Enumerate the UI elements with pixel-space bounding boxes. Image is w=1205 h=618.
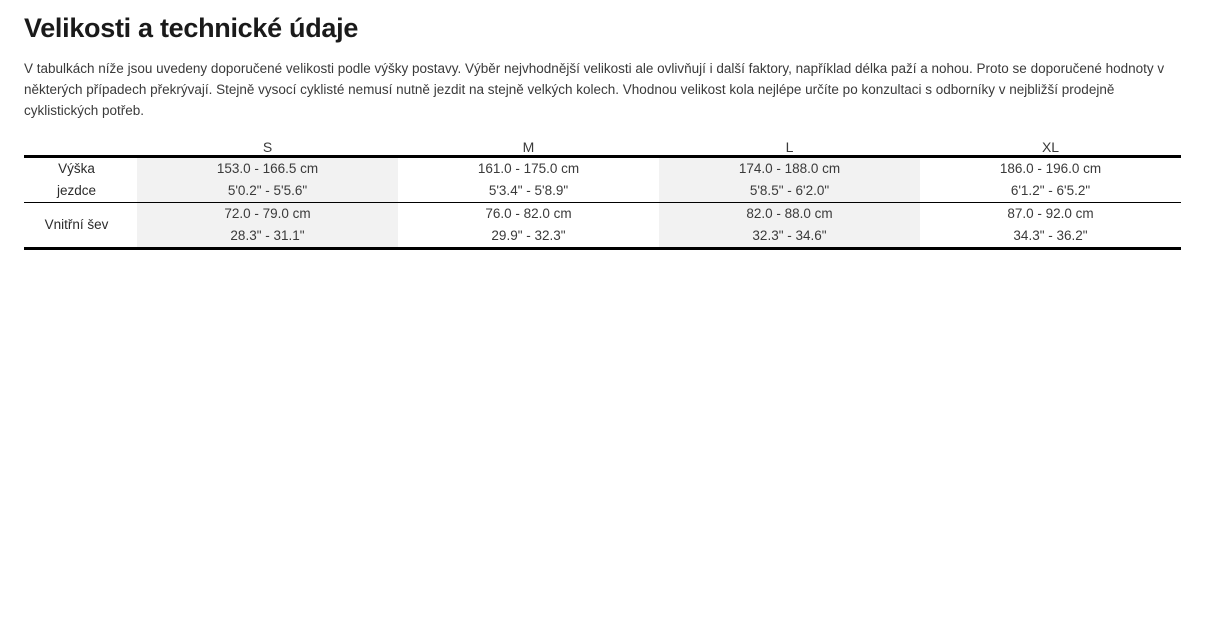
intro-paragraph: V tabulkách níže jsou uvedeny doporučené velikosti podle výšky postavy. Výběr nejvhodnější velikosti ale ovlivňují i další faktory, například délka paží a nohou. Proto se doporučené hodnoty v některých případech překrývají. Stejně vysocí cyklisté nemusí nutně jezdit na stejně velkých kolech. Vhodnou velikost kola nejlépe určíte po konzultaci s odborníky v nejbližší prodejně cyklistických potřeb.	[24, 61, 1165, 119]
cell-metric: 87.0 - 92.0 cm	[1007, 206, 1094, 222]
cell-imperial: 32.3" - 34.6"	[752, 228, 827, 244]
cell-inseam-xl	[920, 203, 1181, 249]
cell-imperial: 5'8.5" - 6'2.0"	[749, 183, 830, 199]
cell-inseam-m	[398, 203, 659, 249]
table-row	[24, 157, 1181, 203]
row-label-inseam	[24, 203, 137, 249]
cell-metric: 174.0 - 188.0 cm	[738, 161, 841, 177]
cell-metric: 153.0 - 166.5 cm	[216, 161, 319, 177]
size-table	[24, 139, 1181, 250]
cell-metric: 186.0 - 196.0 cm	[999, 161, 1102, 177]
row-label-line1: Vnitřní šev	[44, 217, 109, 233]
cell-imperial: 5'0.2" - 5'5.6"	[227, 183, 308, 199]
row-label-rider-height	[24, 157, 137, 203]
table-header-row	[24, 139, 1181, 157]
cell-rider-height-s	[137, 157, 398, 203]
row-label-line2: jezdce	[56, 183, 97, 199]
size-chart-page	[0, 12, 1205, 510]
header-size-xl: XL	[1041, 139, 1060, 156]
cell-imperial: 6'1.2" - 6'5.2"	[1010, 183, 1091, 199]
size-table-body	[24, 157, 1181, 249]
table-row	[24, 203, 1181, 249]
cell-rider-height-m	[398, 157, 659, 203]
row-label-line1: Výška	[58, 161, 95, 177]
size-table-header	[24, 139, 1181, 157]
cell-metric: 72.0 - 79.0 cm	[224, 206, 311, 222]
header-blank	[24, 139, 137, 157]
cell-metric: 76.0 - 82.0 cm	[485, 206, 572, 222]
cell-inseam-s	[137, 203, 398, 249]
cell-imperial: 34.3" - 36.2"	[1013, 228, 1088, 244]
header-size-l: L	[785, 139, 794, 156]
cell-metric: 82.0 - 88.0 cm	[746, 206, 833, 222]
cell-metric: 161.0 - 175.0 cm	[477, 161, 580, 177]
header-size-s: S	[262, 139, 273, 156]
page-title: Velikosti a technické údaje	[24, 13, 359, 43]
cell-imperial: 28.3" - 31.1"	[230, 228, 305, 244]
cell-rider-height-xl	[920, 157, 1181, 203]
cell-imperial: 29.9" - 32.3"	[491, 228, 566, 244]
cell-inseam-l	[659, 203, 920, 249]
cell-imperial: 5'3.4" - 5'8.9"	[488, 183, 569, 199]
header-size-m: M	[522, 139, 535, 156]
cell-rider-height-l	[659, 157, 920, 203]
bottom-spacer	[24, 250, 1181, 510]
